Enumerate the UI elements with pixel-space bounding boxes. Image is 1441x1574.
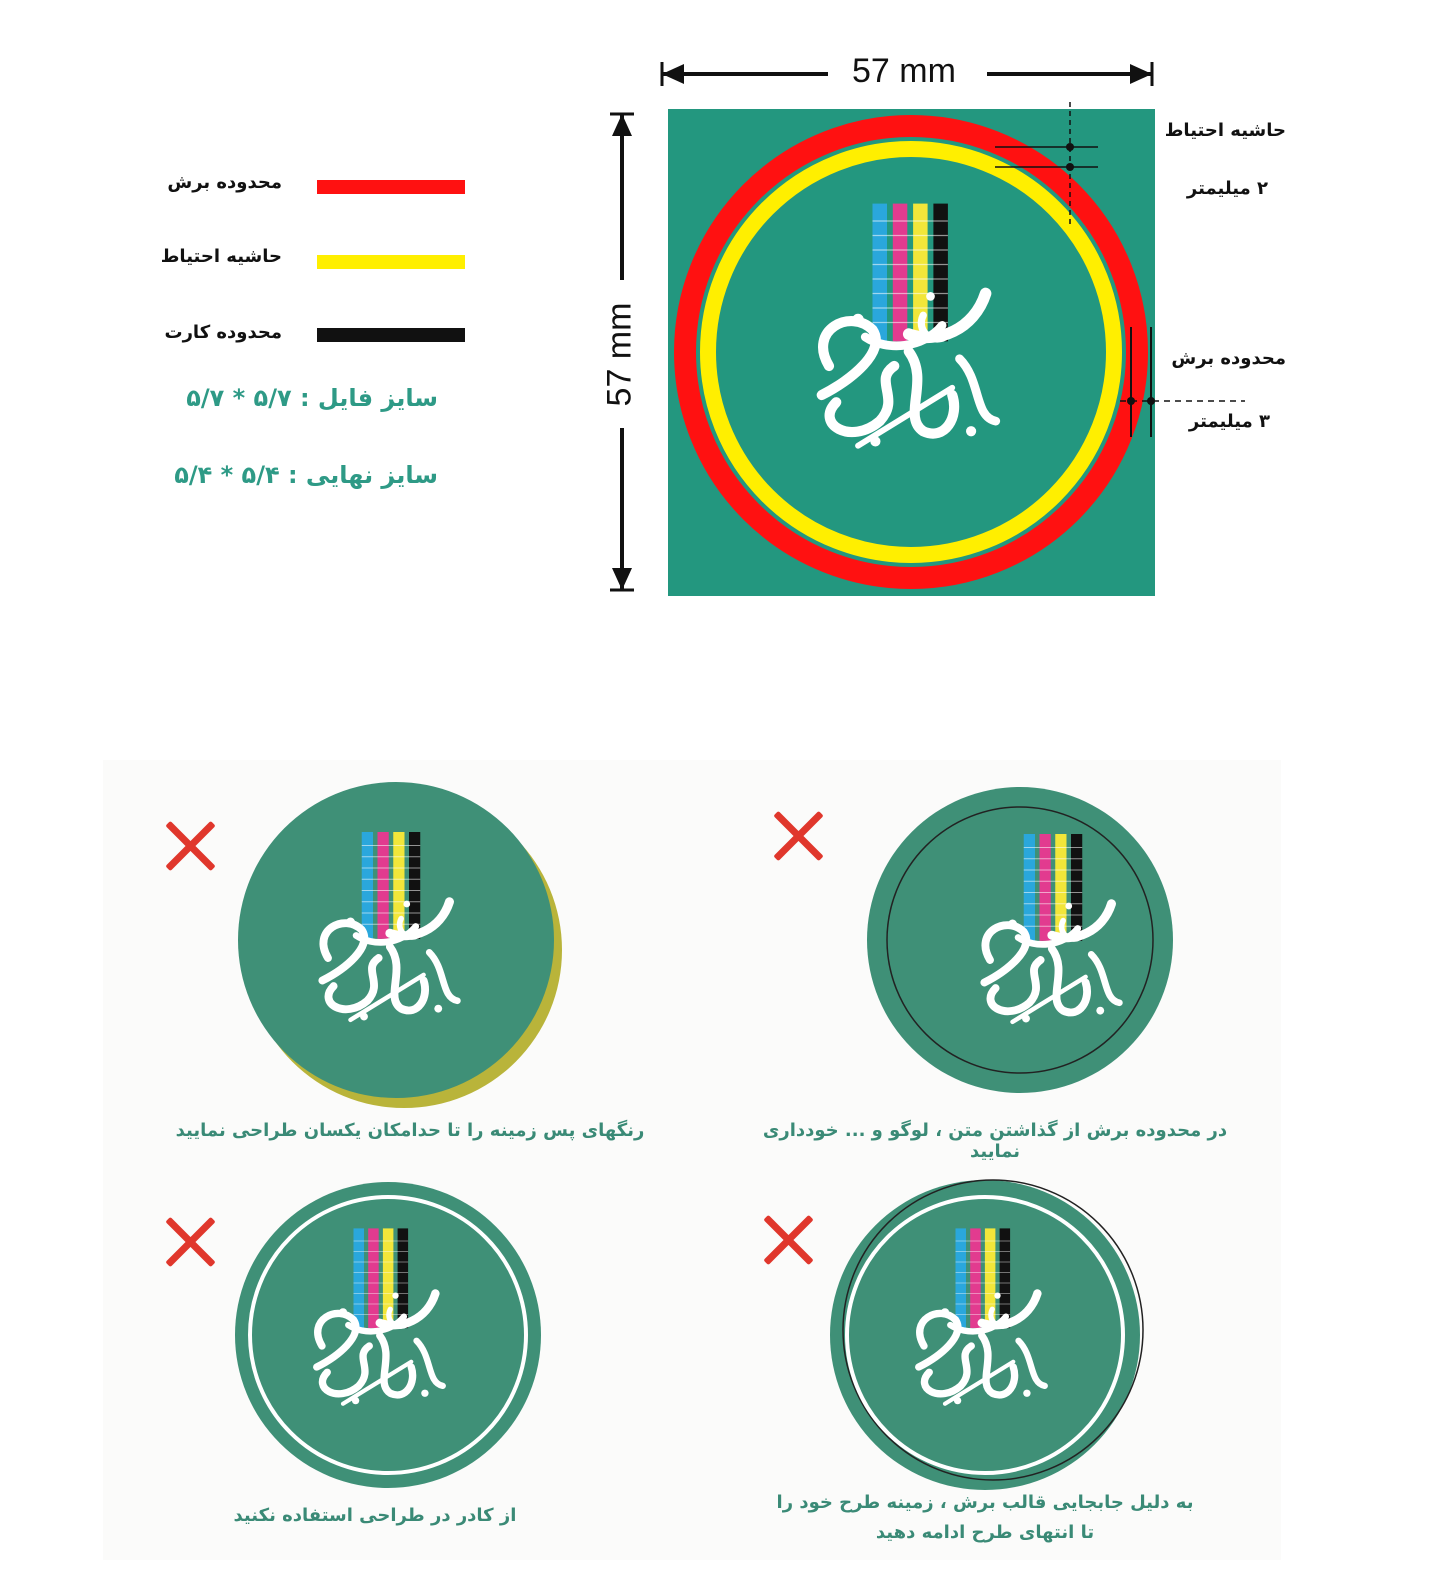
annotation-cut-value: ۳ میلیمتر (1188, 411, 1270, 432)
example-3-badge (235, 1182, 541, 1488)
example-4-caption-line2: تا انتهای طرح ادامه دهید (875, 1522, 1095, 1543)
wrong-x-icon (162, 1214, 218, 1270)
annotation-margin-title: حاشیه احتیاط (1164, 120, 1286, 141)
legend-label-margin: حاشیه احتیاط (160, 246, 282, 267)
height-dimension-label: 57 mm (600, 302, 639, 407)
example-2-caption: در محدوده برش از گذاشتن متن ، لوگو و ... خودداری نمایید (762, 1120, 1228, 1162)
legend-label-cut: محدوده برش (167, 172, 282, 193)
wrong-x-icon (162, 818, 218, 874)
legend-label-card: محدوده کارت (164, 322, 282, 343)
wrong-x-icon (770, 808, 826, 864)
annotation-margin-value: ۲ میلیمتر (1186, 178, 1268, 199)
annotation-cut-title: محدوده برش (1171, 348, 1286, 369)
example-3-caption: از کادر در طراحی استفاده نکنید (233, 1505, 517, 1526)
wrong-x-icon (760, 1212, 816, 1268)
file-size-text: سایز فایل : ۵/۷ * ۵/۷ (186, 384, 438, 412)
final-size-text: سایز نهایی : ۵/۴ * ۵/۴ (174, 461, 438, 489)
example-1-caption: رنگهای پس زمینه را تا حدامکان یکسان طراحی نمایید (175, 1120, 645, 1141)
width-dimension-label: 57 mm (852, 52, 956, 90)
example-4-caption-line1: به دلیل جابجایی قالب برش ، زمینه طرح خود را (776, 1492, 1194, 1513)
